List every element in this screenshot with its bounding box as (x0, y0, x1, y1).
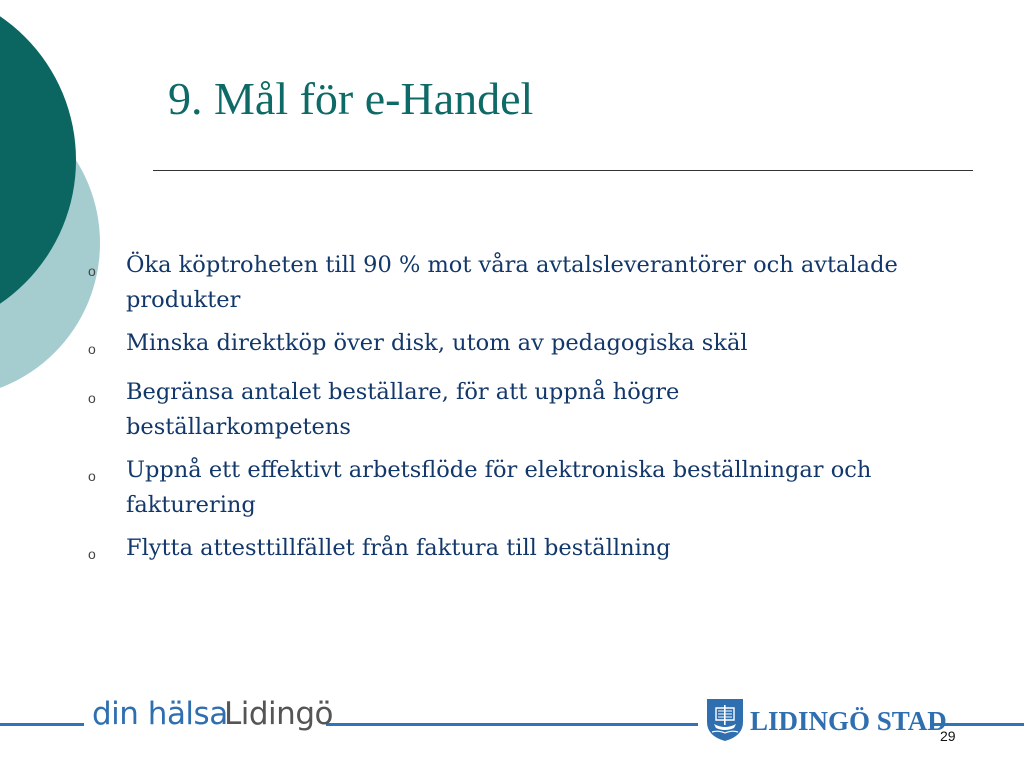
page-number: 29 (940, 728, 956, 744)
bullet-list (88, 248, 908, 580)
bullet-item (88, 326, 908, 367)
bullet-item (88, 453, 908, 523)
slide-title: 9. Mål för e-Handel (168, 73, 534, 124)
bullet-item (88, 248, 908, 318)
bullet-text: Uppnå ett effektivt arbetsflöde för elektroniska beställningar och fakturering (126, 457, 872, 518)
bullet-text: Begränsa antalet beställare, för att uppnå högre beställarkompetens (126, 379, 680, 440)
bullet-marker: o (88, 546, 96, 562)
bullet-marker: o (88, 341, 96, 357)
bullet-marker: o (88, 468, 96, 484)
bullet-marker: o (88, 390, 96, 406)
footer-rule-middle (326, 723, 698, 726)
viking-ship-shield-icon (706, 698, 744, 742)
bullet-marker: o (88, 263, 96, 279)
brand-lidingo: Lidingö (224, 696, 333, 732)
footer-rule-left (0, 723, 84, 726)
brand-din-halsa: din hälsa (92, 696, 228, 732)
bullet-text: Minska direktköp över disk, utom av pedagogiska skäl (126, 330, 748, 356)
bullet-item (88, 375, 908, 445)
brand-lidingo-stad: LIDINGÖ STAD (750, 706, 947, 736)
title-divider (153, 170, 973, 171)
bullet-item (88, 531, 908, 572)
bullet-text: Öka köptroheten till 90 % mot våra avtalsleverantörer och avtalade produkter (126, 252, 898, 313)
bullet-text: Flytta attesttillfället från faktura till beställning (126, 535, 671, 561)
